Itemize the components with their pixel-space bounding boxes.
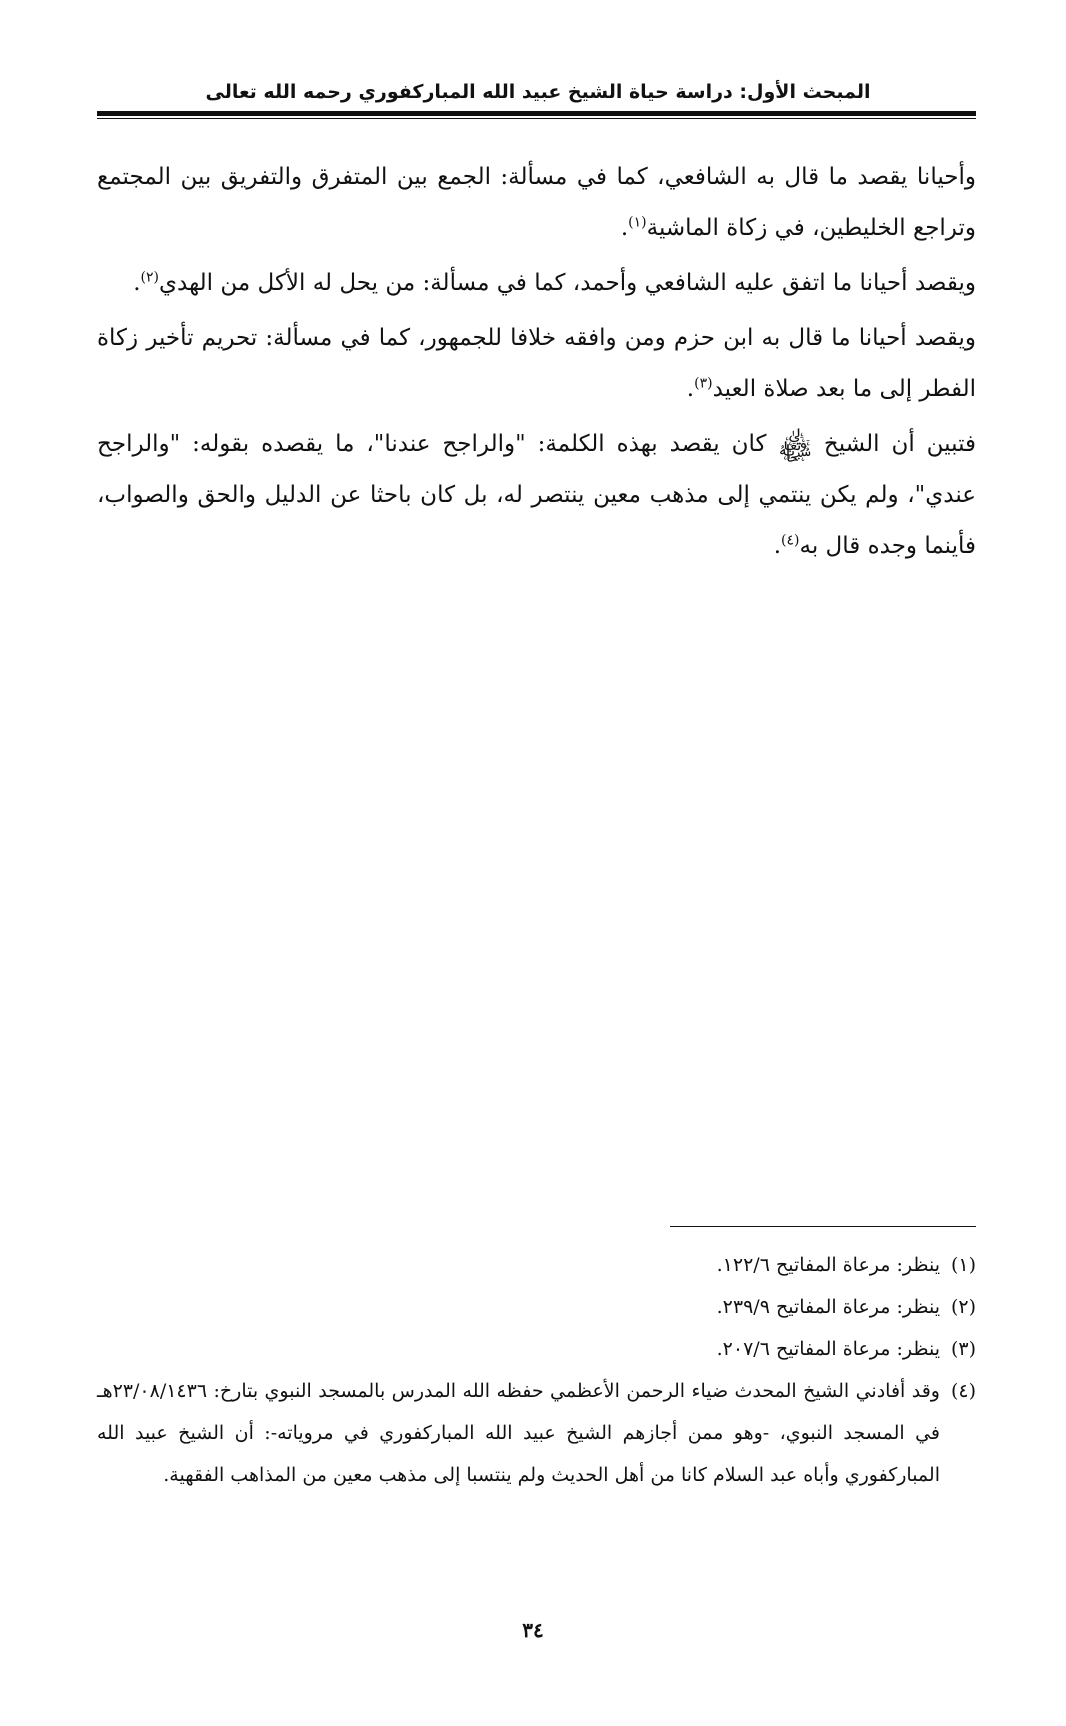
paragraph-tail: . — [773, 533, 782, 559]
running-header: المبحث الأول: دراسة حياة الشيخ عبيد الله المباركفوري رحمه الله تعالى — [205, 81, 871, 103]
footnotes — [97, 1244, 976, 1496]
body-text — [97, 152, 976, 576]
footnote-number: (١) — [950, 1254, 976, 1276]
footnote-text: ينظر: مرعاة المفاتيح ١٢٢/٦. — [716, 1254, 940, 1276]
body-paragraph — [97, 152, 976, 254]
footnote-ref[interactable]: (٢) — [140, 269, 159, 286]
body-paragraph — [97, 419, 976, 572]
paragraph-tail: . — [686, 376, 695, 402]
header-rule-thin — [97, 118, 976, 119]
page-number: ٣٤ — [522, 1618, 544, 1642]
paragraph-tail: . — [620, 215, 629, 241]
body-paragraph — [97, 258, 976, 309]
footnote-number: (٤) — [950, 1380, 976, 1402]
footnote-item — [97, 1286, 976, 1328]
header-rule-thick — [97, 111, 976, 116]
paragraph-text: فتبين أن الشيخ ﷾ كان يقصد بهذه الكلمة: "والراجح عندنا"، ما يقصده بقوله: "والراجح عندي"، ولم يكن ينتمي إلى مذهب معين ينتصر له، بل كان باحثا عن الدليل والحق والصواب، فأينما وجده قال به — [97, 431, 976, 559]
paragraph-text: وأحيانا يقصد ما قال به الشافعي، كما في مسألة: الجمع بين المتفرق والتفريق بين المجتمع وتراجع الخليطين، في زكاة الماشية — [97, 164, 976, 241]
footnote-text: ينظر: مرعاة المفاتيح ٢٣٩/٩. — [716, 1296, 940, 1318]
footnote-text: ينظر: مرعاة المفاتيح ٢٠٧/٦. — [716, 1338, 940, 1360]
footnote-text: وقد أفادني الشيخ المحدث ضياء الرحمن الأعظمي حفظه الله المدرس بالمسجد النبوي بتارخ: ٢٣/٠٨/١٤٣٦هـ في المسجد النبوي، -وهو ممن أجازهم الشيخ عبيد الله المباركفوري في مروياته-: أن الشيخ عبيد الله المباركفوري وأباه عبد السلام كانا من أهل الحديث ولم ينتسبا إلى مذهب معين من المذاهب الفقهية. — [97, 1380, 940, 1486]
paragraph-text: ويقصد أحيانا ما قال به ابن حزم ومن وافقه خلافا للجمهور، كما في مسألة: تحريم تأخير زكاة الفطر إلى ما بعد صلاة العيد — [97, 325, 976, 402]
footnote-item — [97, 1370, 976, 1496]
footnote-number: (٢) — [950, 1296, 976, 1318]
body-paragraph — [97, 313, 976, 415]
paragraph-tail: . — [133, 270, 141, 296]
footnote-ref[interactable]: (٣) — [694, 375, 713, 392]
footnote-item — [97, 1328, 976, 1370]
footnote-item — [97, 1244, 976, 1286]
footnote-ref[interactable]: (٤) — [781, 532, 800, 549]
footnote-separator — [670, 1226, 976, 1227]
footnote-ref[interactable]: (١) — [628, 214, 647, 231]
footnote-number: (٣) — [950, 1338, 976, 1360]
paragraph-text: ويقصد أحيانا ما اتفق عليه الشافعي وأحمد، كما في مسألة: من يحل له الأكل من الهدي — [159, 270, 976, 296]
